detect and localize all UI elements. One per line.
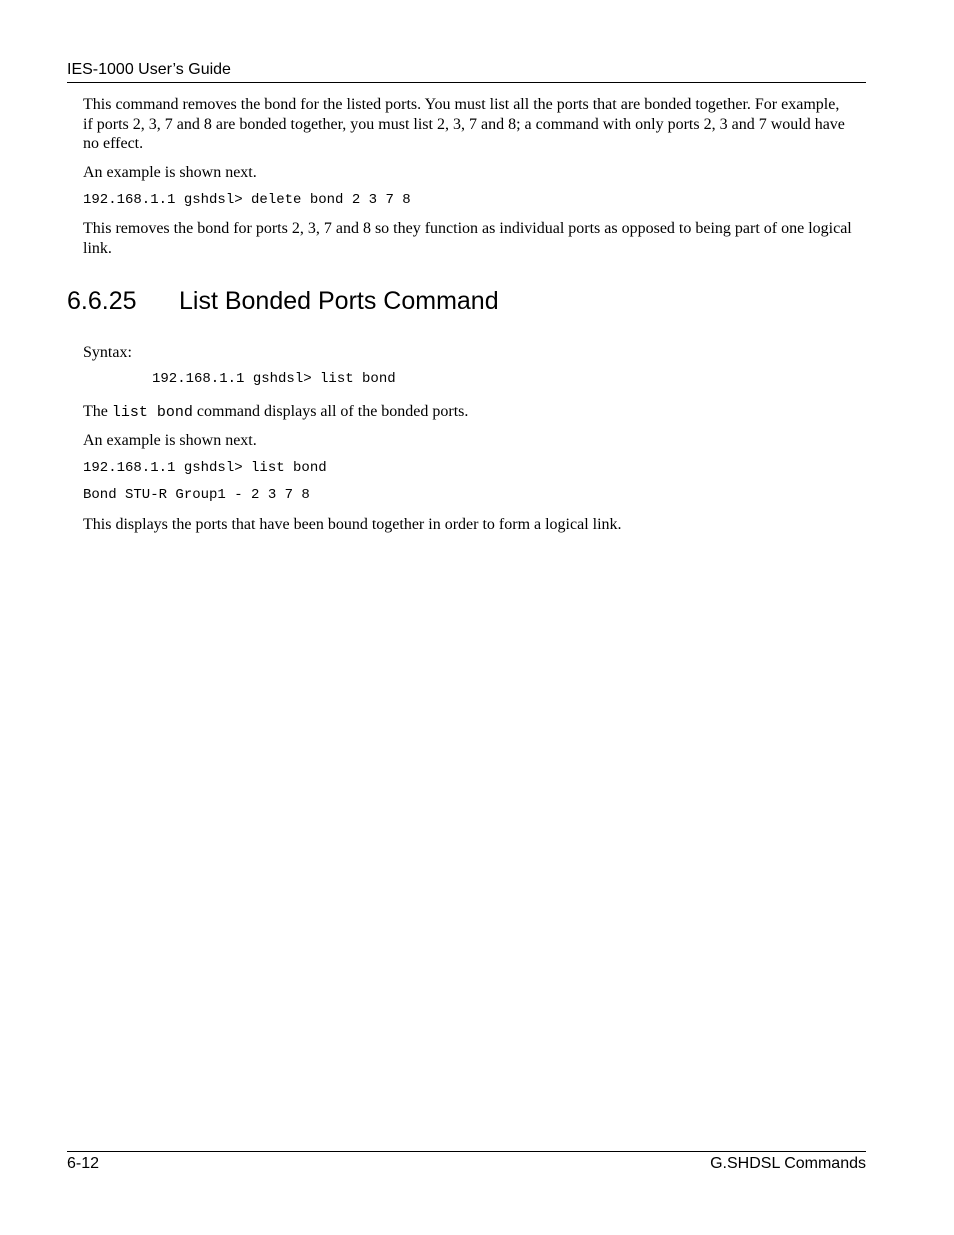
section-title: List Bonded Ports Command [179,287,499,315]
closing-paragraph: This displays the ports that have been bound together in order to form a logical link. [83,516,622,533]
document-title: IES-1000 User’s Guide [67,61,231,78]
intro-paragraph: This command removes the bond for the listed ports. You must list all the ports that are bonded together. For example, if ports 2, 3, 7 and 8 are bonded together, you must list 2, 3, 7 and 8; a command with only ports 2, 3 and 7 would have no effect. [83,96,845,152]
syntax-label: Syntax: [83,344,132,361]
page-footer [67,1151,866,1176]
chapter-title: G.SHDSL Commands [710,1155,866,1172]
example-label-2: An example is shown next. [83,432,257,449]
section-number: 6.6.25 [67,287,137,315]
list-bond-example-output: Bond STU-R Group1 - 2 3 7 8 [83,487,310,503]
page-header [67,59,866,83]
page-number: 6-12 [67,1155,100,1172]
list-bond-example-command: 192.168.1.1 gshdsl> list bond [83,460,327,476]
section-heading [67,286,499,316]
example-label: An example is shown next. [83,164,257,181]
delete-bond-example-code: 192.168.1.1 gshdsl> delete bond 2 3 7 8 [83,192,411,208]
description-prefix: The [83,403,112,420]
list-bond-description [83,402,853,423]
delete-bond-explanation: This removes the bond for ports 2, 3, 7 and 8 so they function as individual ports as opposed to being part of one logical link. [83,220,852,257]
inline-command: list bond [111,404,193,421]
syntax-code: 192.168.1.1 gshdsl> list bond [152,371,396,387]
description-suffix: command displays all of the bonded ports. [192,403,469,420]
